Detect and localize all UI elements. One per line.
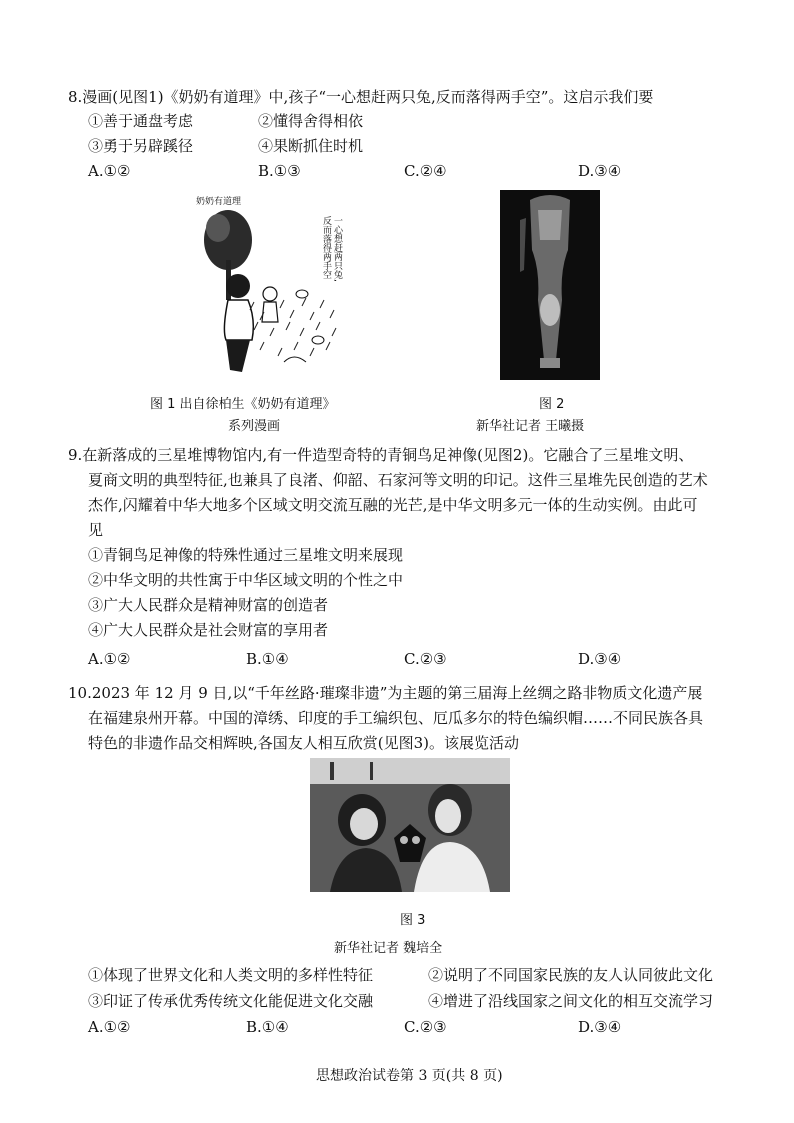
q8-item-4: ④果断抓住时机 <box>258 137 364 155</box>
q10-choice-c: C.②③ <box>404 1018 447 1036</box>
q9-stem-line-2: 夏商文明的典型特征,也兼具了良渚、仰韶、石家河等文明的印记。这件三星堆先民创造的艺术 <box>88 471 708 489</box>
bronze-statue-image <box>500 190 600 380</box>
q10-item-2: ②说明了不同国家民族的友人认同彼此文化 <box>428 966 714 984</box>
q9-choice-d: D.③④ <box>578 650 622 668</box>
q10-stem-line-2: 在福建泉州开幕。中国的漳绣、印度的手工编织包、厄瓜多尔的特色编织帽……不同民族各具 <box>88 709 704 727</box>
q10-choice-d: D.③④ <box>578 1018 622 1036</box>
q9-choice-a: A.①② <box>88 650 131 668</box>
figure-1-caption-line2: 系列漫画 <box>228 419 281 434</box>
q9-item-2: ②中华文明的共性寓于中华区域文明的个性之中 <box>88 571 404 589</box>
q8-choice-c: C.②④ <box>404 162 447 180</box>
q8-choice-d: D.③④ <box>578 162 622 180</box>
q8-item-1: ①善于通盘考虑 <box>88 112 194 130</box>
q9-stem-line-4: 见 <box>88 521 104 539</box>
figure-3-caption: 图 3 <box>400 913 426 928</box>
q9-stem-line-3: 杰作,闪耀着中华大地多个区域文明交流互融的光芒,是中华文明多元一体的生动实例。由此可 <box>88 496 698 514</box>
figure-2-caption: 图 2 <box>539 397 565 412</box>
figure-1-cartoon <box>190 190 350 380</box>
figure-3-photo <box>310 758 510 892</box>
q8-stem: 8.漫画(见图1)《奶奶有道理》中,孩子“一心想赶两只兔,反而落得两手空”。这启示我们要 <box>68 88 654 106</box>
q8-item-3: ③勇于另辟蹊径 <box>88 137 194 155</box>
page-footer: 思想政治试卷第 3 页(共 8 页) <box>316 1068 503 1084</box>
figure-1-caption: 图 1 出自徐柏生《奶奶有道理》 <box>150 397 336 412</box>
cartoon-title: 奶奶有道理 <box>196 197 242 207</box>
q10-item-1: ①体现了世界文化和人类文明的多样性特征 <box>88 966 374 984</box>
q9-choice-b: B.①④ <box>246 650 289 668</box>
figure-3-credit: 新华社记者 魏培全 <box>334 941 443 956</box>
q10-choice-a: A.①② <box>88 1018 131 1036</box>
q10-stem-line-1: 10.2023 年 12 月 9 日,以“千年丝路·璀璨非遗”为主题的第三届海上丝绸之路非物质文化遗产展 <box>68 684 703 702</box>
figure-2-credit: 新华社记者 王曦摄 <box>476 419 585 434</box>
figure-2-photo <box>500 190 600 380</box>
q10-item-4: ④增进了沿线国家之间文化的相互交流学习 <box>428 992 714 1010</box>
q10-choice-b: B.①④ <box>246 1018 289 1036</box>
q9-item-4: ④广大人民群众是社会财富的享用者 <box>88 621 329 639</box>
q8-choice-b: B.①③ <box>258 162 301 180</box>
q10-stem-line-3: 特色的非遗作品交相辉映,各国友人相互欣赏(见图3)。该展览活动 <box>88 734 520 752</box>
cartoon-side-text: 一心想赶两只兔,反而落得两手空 <box>321 216 342 282</box>
q10-item-3: ③印证了传承优秀传统文化能促进文化交融 <box>88 992 374 1010</box>
q8-choice-a: A.①② <box>88 162 131 180</box>
q9-item-1: ①青铜鸟足神像的特殊性通过三星堆文明来展现 <box>88 546 404 564</box>
visitors-photo-image <box>310 758 510 892</box>
q9-choice-c: C.②③ <box>404 650 447 668</box>
q9-item-3: ③广大人民群众是精神财富的创造者 <box>88 596 329 614</box>
q8-item-2: ②懂得舍得相依 <box>258 112 364 130</box>
q9-stem-line-1: 9.在新落成的三星堆博物馆内,有一件造型奇特的青铜鸟足神像(见图2)。它融合了三星堆文明、 <box>68 446 694 464</box>
